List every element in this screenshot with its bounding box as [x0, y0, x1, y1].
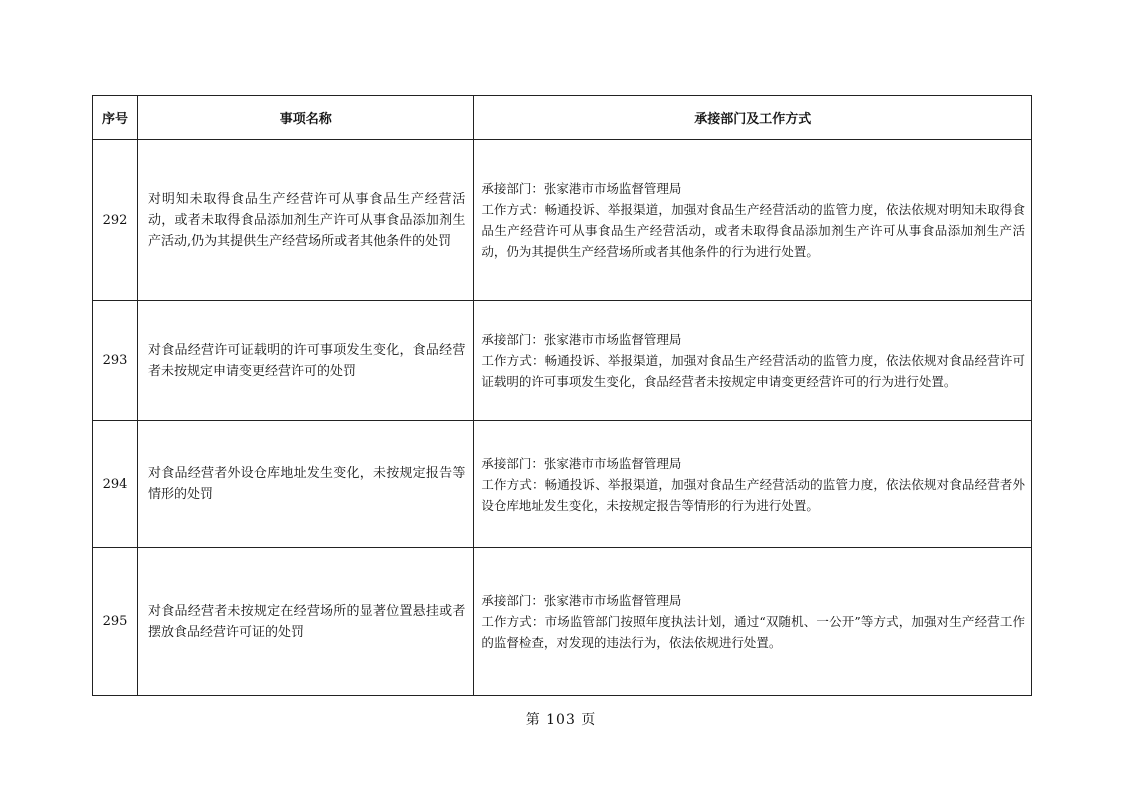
row-serial-number: 294 [93, 421, 138, 548]
row-department-method [474, 140, 1032, 301]
work-method-line: 工作方式：市场监管部门按照年度执法计划，通过“双随机、一公开”等方式，加强对生产经营工作的监督检查，对发现的违法行为，依法依规进行处置。 [481, 614, 1025, 650]
row-item-name: 对明知未取得食品生产经营许可从事食品生产经营活动，或者未取得食品添加剂生产许可从事食品添加剂生产活动,仍为其提供生产经营场所或者其他条件的处罚 [138, 140, 474, 301]
page-number: 第 103 页 [525, 712, 597, 728]
table-header-row [93, 96, 1032, 140]
department-line: 承接部门：张家港市市场监督管理局 [481, 593, 682, 608]
department-line: 承接部门：张家港市市场监督管理局 [481, 181, 682, 196]
items-table [92, 95, 1032, 696]
row-serial-number: 295 [93, 548, 138, 696]
row-item-name: 对食品经营许可证载明的许可事项发生变化，食品经营者未按规定申请变更经营许可的处罚 [138, 301, 474, 421]
header-department-method: 承接部门及工作方式 [474, 96, 1032, 140]
header-item-name: 事项名称 [138, 96, 474, 140]
table-row [93, 301, 1032, 421]
row-serial-number: 292 [93, 140, 138, 301]
department-line: 承接部门：张家港市市场监督管理局 [481, 332, 682, 347]
department-line: 承接部门：张家港市市场监督管理局 [481, 455, 682, 471]
header-serial-number: 序号 [93, 96, 138, 140]
row-serial-number: 293 [93, 301, 138, 421]
row-department-method [474, 548, 1032, 696]
table-row [93, 548, 1032, 696]
row-department-method [474, 301, 1032, 421]
table-row [93, 421, 1032, 548]
work-method-line: 工作方式：畅通投诉、举报渠道，加强对食品生产经营活动的监管力度，依法依规对食品经营者外设仓库地址发生变化，未按规定报告等情形的行为进行处置。 [481, 476, 1025, 513]
row-department-method [474, 421, 1032, 548]
row-item-name: 对食品经营者外设仓库地址发生变化，未按规定报告等情形的处罚 [138, 421, 474, 548]
work-method-line: 工作方式：畅通投诉、举报渠道，加强对食品生产经营活动的监管力度，依法依规对食品经营许可证载明的许可事项发生变化，食品经营者未按规定申请变更经营许可的行为进行处置。 [481, 353, 1025, 389]
table-row [93, 140, 1032, 301]
row-item-name: 对食品经营者未按规定在经营场所的显著位置悬挂或者摆放食品经营许可证的处罚 [138, 548, 474, 696]
work-method-line: 工作方式：畅通投诉、举报渠道，加强对食品生产经营活动的监管力度，依法依规对明知未取得食品生产经营许可从事食品生产经营活动，或者未取得食品添加剂生产许可从事食品添加剂生产活动，仍为其提供生产经营场所或者其他条件的行为进行处置。 [481, 202, 1025, 259]
